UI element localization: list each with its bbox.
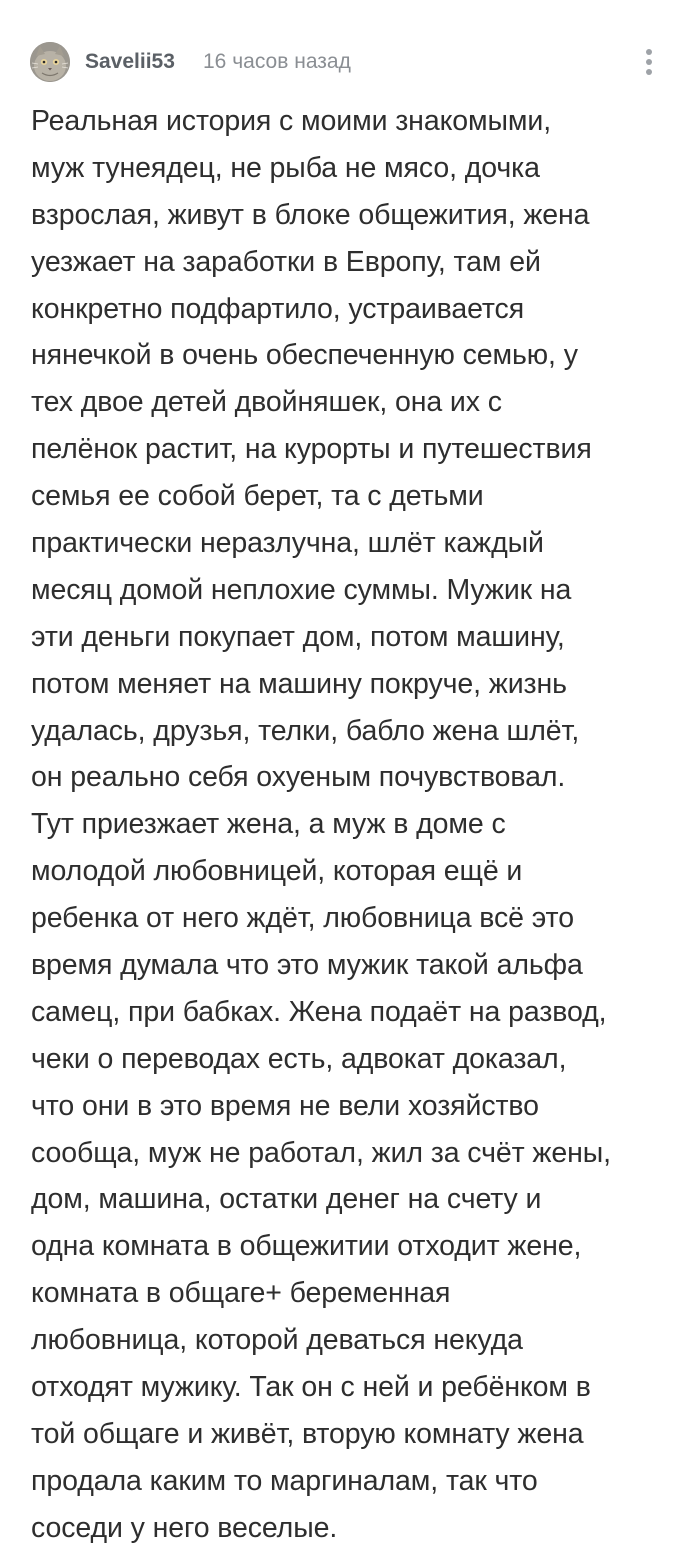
comment-text-line: Реальная история с моими знакомыми, — [31, 105, 552, 137]
comment-text-line: семья ее собой берет, та с детьми — [31, 480, 484, 513]
comment-text — [31, 98, 671, 1552]
comment-text-line: нянечкой в очень обеспеченную семью, у — [31, 339, 578, 372]
cat-avatar-icon — [30, 42, 70, 82]
comment-text-line: месяц домой неплохие суммы. Мужик на — [31, 573, 572, 606]
comment-text-line: конкретно подфартило, устраивается — [31, 292, 525, 325]
avatar[interactable] — [30, 42, 70, 82]
comment-text-line: тех двое детей двойняшек, она их с — [31, 386, 502, 419]
comment-text-line: время думала что это мужик такой альфа — [31, 949, 583, 982]
comment-text-line: муж тунеядец, не рыба не мясо, дочка — [31, 151, 540, 184]
comment-text-line: отходят мужику. Так он с ней и ребёнком в — [31, 1371, 591, 1404]
comment-text-line: эти деньги покупает дом, потом машину, — [31, 620, 565, 653]
comment-text-line: практически неразлучна, шлёт каждый — [31, 527, 544, 560]
comment-text-line: чеки о переводах есть, адвокат доказал, — [31, 1042, 567, 1075]
comment-text-line: той общаге и живёт, вторую комнату жена — [31, 1417, 584, 1450]
comment-text-line: он реально себя охуеным почувствовал. — [31, 761, 566, 794]
comment-text-line: взрослая, живут в блоке общежития, жена — [31, 198, 590, 231]
author-username[interactable]: Savelii53 — [85, 50, 175, 73]
comment-text-line: самец, при бабках. Жена подаёт на развод, — [31, 995, 607, 1028]
comment-text-line: потом меняет на машину покруче, жизнь — [31, 667, 567, 700]
comment-text-line: уезжает на заработки в Европу, там ей — [31, 245, 541, 278]
comment-text-line: что они в это время не вели хозяйство — [31, 1089, 539, 1122]
comment-text-line: удалась, друзья, телки, бабло жена шлёт, — [31, 714, 580, 747]
comment-header — [30, 42, 670, 82]
comment-text-line: соседи у него веселые. — [31, 1511, 338, 1544]
comment-text-line: комната в общаге+ беременная — [31, 1277, 451, 1310]
comment-text-line: дом, машина, остатки денег на счету и — [31, 1183, 542, 1216]
comment-text-line: сообща, муж не работал, жил за счёт жены, — [31, 1136, 611, 1169]
comment-text-line: пелёнок растит, на курорты и путешествия — [31, 433, 592, 466]
comment-text-line: ребенка от него ждёт, любовница всё это — [31, 902, 574, 935]
comment-text-line: молодой любовницей, которая ещё и — [31, 855, 523, 888]
comment-timestamp[interactable]: 16 часов назад — [203, 50, 351, 73]
comment-text-line: продала каким то маргиналам, так что — [31, 1464, 538, 1497]
comment-text-line: одна комната в общежитии отходит жене, — [31, 1230, 582, 1263]
comment-text-line: любовница, которой деваться некуда — [31, 1324, 523, 1357]
comment-text-line: Тут приезжает жена, а муж в доме с — [31, 808, 506, 841]
more-options-icon[interactable] — [633, 44, 663, 80]
